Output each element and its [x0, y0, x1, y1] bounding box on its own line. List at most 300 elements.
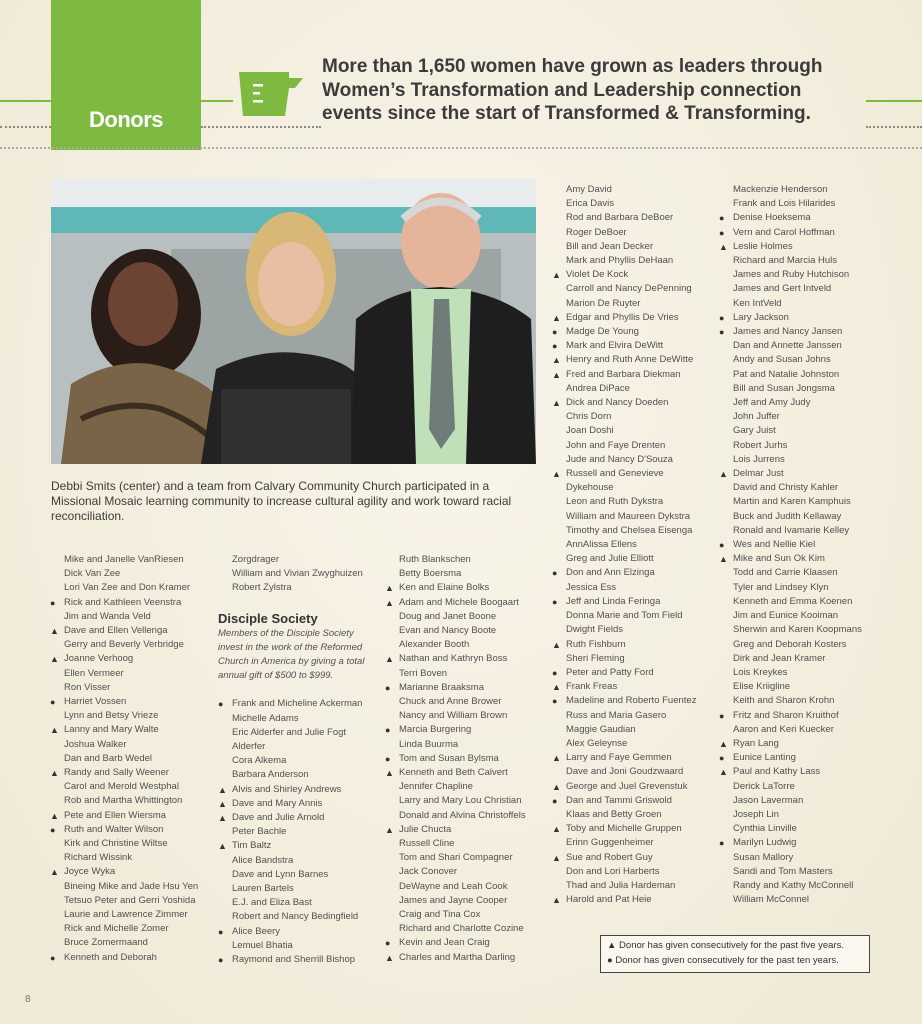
donor-entry — [719, 396, 889, 410]
donor-entry — [719, 709, 889, 723]
donor-name: Robert and Nancy Bedingfield — [232, 911, 359, 923]
donor-name: Michelle Adams — [232, 712, 299, 724]
donor-entry — [552, 439, 722, 453]
donor-entry — [218, 768, 383, 782]
donor-name: Bineing Mike and Jade Hsu Yen — [64, 880, 199, 892]
triangle-icon: ▲ — [50, 867, 59, 878]
donor-name: Dave and Joni Goudzwaard — [566, 766, 684, 778]
donor-entry — [719, 581, 889, 595]
triangle-icon: ▲ — [552, 852, 561, 863]
donor-entry — [50, 780, 215, 794]
triangle-icon: ▲ — [385, 654, 394, 665]
green-rule-mid — [201, 100, 233, 102]
headline — [322, 55, 902, 126]
donor-entry — [552, 510, 722, 524]
donor-name: Nancy and William Brown — [399, 710, 508, 722]
donor-name: Russell and Genevieve — [566, 468, 664, 480]
donor-name: Cynthia Linville — [733, 823, 797, 835]
circle-icon: ● — [719, 227, 725, 238]
donor-name: Marianne Braaksma — [399, 681, 485, 693]
donor-name: Aaron and Keri Kuecker — [733, 723, 834, 735]
donor-entry — [552, 311, 722, 325]
circle-icon: ● — [218, 926, 224, 937]
section-tab — [51, 0, 201, 150]
donor-name: Keith and Sharon Krohn — [733, 695, 835, 707]
donor-entry — [385, 553, 550, 567]
donor-name: Ken and Elaine Bolks — [399, 582, 490, 594]
donor-entry — [50, 851, 215, 865]
donor-entry — [218, 868, 383, 882]
donor-entry — [218, 953, 383, 967]
donor-entry — [719, 439, 889, 453]
donor-entry — [719, 879, 889, 893]
donor-name: Richard and Charlotte Cozine — [399, 923, 524, 935]
circle-icon: ● — [719, 312, 725, 323]
triangle-icon: ▲ — [552, 895, 561, 906]
donor-name: Zorgdrager — [232, 554, 279, 565]
donor-name: Sherwin and Karen Koopmans — [733, 624, 862, 636]
disciple-society-title: Disciple Society — [218, 610, 318, 626]
donor-column-3 — [385, 553, 550, 965]
donor-name: Craig and Tina Cox — [399, 909, 481, 921]
donor-entry — [385, 823, 550, 837]
donor-name: Carol and Merold Westphal — [64, 781, 179, 793]
donor-entry — [218, 783, 383, 797]
triangle-icon: ▲ — [50, 810, 59, 821]
donor-name: Dwight Fields — [566, 624, 624, 636]
donor-entry — [385, 624, 550, 638]
donor-entry — [552, 552, 722, 566]
headline-line-1: More than 1,650 women have grown as leaders through — [322, 56, 823, 77]
donor-name: Erinn Guggenheimer — [566, 837, 654, 849]
donor-entry — [50, 794, 215, 808]
donor-name: Donald and Alvina Christoffels — [399, 809, 526, 821]
donor-name: David and Christy Kahler — [733, 482, 839, 494]
donor-entry — [552, 638, 722, 652]
headline-line-3: events since the start of Transformed & Transforming. — [322, 103, 811, 124]
donor-entry — [719, 453, 889, 467]
donor-name: Randy and Sally Weener — [64, 767, 169, 779]
donor-name: Ronald and Ivamarie Kelley — [733, 524, 850, 536]
donor-entry — [385, 723, 550, 737]
donor-name: Dick and Nancy Doeden — [566, 397, 669, 409]
donor-entry — [50, 922, 215, 936]
donor-name: Kevin and Jean Craig — [399, 937, 490, 949]
donor-name: Lary Jackson — [733, 311, 789, 323]
donor-entry — [552, 609, 722, 623]
donor-name: Leslie Holmes — [733, 240, 793, 252]
donor-name: Sandi and Tom Masters — [733, 865, 833, 877]
donor-entry — [50, 652, 215, 666]
dotted-rule-mid — [201, 126, 321, 128]
donor-entry — [385, 596, 550, 610]
circle-icon: ● — [607, 955, 613, 966]
donor-name: Frank Freas — [566, 681, 618, 693]
circle-icon: ● — [385, 753, 391, 764]
donor-entry — [50, 908, 215, 922]
circle-icon: ● — [552, 667, 558, 678]
donor-name: Lemuel Bhatia — [232, 939, 293, 951]
legend — [600, 935, 870, 973]
donor-name: James and Jayne Cooper — [399, 894, 508, 906]
donor-name: Ellen Vermeer — [64, 667, 124, 679]
donor-name: Joshua Walker — [64, 738, 127, 750]
donor-name: Fritz and Sharon Kruithof — [733, 709, 839, 721]
donor-entry — [218, 740, 383, 754]
donor-name: Marion De Ruyter — [566, 297, 641, 309]
donor-name: Sue and Robert Guy — [566, 851, 653, 863]
dotted-rule-right — [866, 126, 922, 128]
donor-name: Chuck and Anne Brower — [399, 696, 502, 708]
donor-entry — [719, 410, 889, 424]
donor-name: Madge De Young — [566, 326, 639, 338]
donor-name: Eunice Lanting — [733, 752, 796, 764]
donor-name: Jessica Ess — [566, 581, 617, 593]
donor-name: Jason Laverman — [733, 794, 804, 806]
donor-entry — [552, 453, 722, 467]
headline-line-2: Women’s Transformation and Leadership connection — [322, 79, 802, 101]
donor-entry — [719, 836, 889, 850]
triangle-icon: ▲ — [552, 369, 561, 380]
donor-entry — [719, 510, 889, 524]
donor-name: Don and Lori Harberts — [566, 865, 660, 877]
legend-five-years — [607, 940, 844, 951]
donor-entry — [218, 939, 383, 953]
donor-list — [385, 553, 550, 965]
donor-entry — [719, 282, 889, 296]
donor-name: Randy and Kathy McConnell — [733, 879, 854, 891]
donor-entry — [719, 851, 889, 865]
group-photo — [51, 179, 536, 464]
donor-name: Dan and Barb Wedel — [64, 752, 153, 764]
donor-name: Russ and Maria Gasero — [566, 709, 667, 721]
donor-entry — [552, 780, 722, 794]
donor-name: Denise Hoeksema — [733, 212, 811, 224]
donor-name: Ken IntVeld — [733, 297, 782, 309]
donor-entry — [218, 581, 383, 595]
donor-name: Gary Juist — [733, 425, 776, 437]
donor-entry — [552, 495, 722, 509]
triangle-icon: ▲ — [218, 798, 227, 809]
donor-name: Thad and Julia Hardeman — [566, 879, 676, 891]
donor-name: Doug and Janet Boone — [399, 610, 497, 622]
donor-entry — [552, 467, 722, 481]
triangle-icon: ▲ — [385, 768, 394, 779]
donor-entry — [719, 368, 889, 382]
donor-entry — [218, 797, 383, 811]
donor-entry — [385, 794, 550, 808]
donor-entry — [552, 325, 722, 339]
donor-name: Larry and Mary Lou Christian — [399, 795, 522, 807]
triangle-icon: ▲ — [50, 768, 59, 779]
triangle-icon: ▲ — [385, 583, 394, 594]
donor-entry — [385, 908, 550, 922]
donor-name: Joseph Lin — [733, 808, 779, 820]
donor-entry — [50, 936, 215, 950]
donor-name: Dan and Tammi Griswold — [566, 794, 672, 806]
donor-name: Mark and Elvira DeWitt — [566, 340, 664, 352]
donor-name: Klaas and Betty Groen — [566, 808, 662, 820]
donor-entry — [50, 667, 215, 681]
donor-entry — [385, 809, 550, 823]
donor-entry — [719, 794, 889, 808]
donor-entry — [218, 712, 383, 726]
donor-name: Marilyn Ludwig — [733, 837, 797, 849]
circle-icon: ● — [552, 795, 558, 806]
donor-name: Barbara Anderson — [232, 769, 309, 781]
donor-entry — [218, 882, 383, 896]
donor-entry — [552, 851, 722, 865]
circle-icon: ● — [50, 824, 56, 835]
donor-entry — [552, 765, 722, 779]
disciple-society-description: Members of the Disciple Society invest in the work of the Reformed Church in America by giving a total annual gift of $500 to $999. — [218, 627, 365, 682]
donor-entry — [719, 538, 889, 552]
donor-name: Roger DeBoer — [566, 226, 627, 238]
donor-name: Jennifer Chapline — [399, 781, 473, 793]
donor-entry — [50, 951, 215, 965]
donor-entry — [50, 766, 215, 780]
circle-icon: ● — [50, 697, 56, 708]
donor-name: Joan Doshi — [566, 425, 614, 437]
donor-name: Ron Visser — [64, 681, 111, 693]
donor-entry — [719, 808, 889, 822]
donor-name: Wes and Nellie Kiel — [733, 539, 816, 551]
circle-icon: ● — [552, 568, 558, 579]
donor-entry — [218, 910, 383, 924]
donor-name: Dave and Ellen Vellenga — [64, 625, 168, 637]
donor-name: Dykehouse — [566, 482, 614, 494]
triangle-icon: ▲ — [50, 626, 59, 637]
donor-entry — [719, 893, 889, 907]
photo-caption: Debbi Smits (center) and a team from Calvary Community Church participated in a Missional Mosaic learning community to increase cultural agility and work toward racial reconciliation. — [51, 479, 512, 523]
donor-entry — [552, 481, 722, 495]
donor-name: Amy David — [566, 184, 612, 195]
donor-entry — [719, 552, 889, 566]
donor-name: Rick and Michelle Zomer — [64, 923, 169, 935]
donor-name: Pete and Ellen Wiersma — [64, 809, 166, 821]
donor-entry — [719, 638, 889, 652]
donor-entry — [50, 809, 215, 823]
donor-name: Ruth Fishburn — [566, 638, 626, 650]
donor-name: Andrea DiPace — [566, 382, 630, 394]
donor-entry — [218, 825, 383, 839]
donor-name: Peter and Patty Ford — [566, 666, 654, 678]
donor-name: Fred and Barbara Diekman — [566, 368, 681, 380]
donor-name: Edgar and Phyllis De Vries — [566, 311, 679, 323]
donor-entry — [552, 808, 722, 822]
circle-icon: ● — [719, 838, 725, 849]
donor-column-5 — [719, 183, 889, 907]
triangle-icon: ▲ — [607, 940, 617, 951]
donor-name: Raymond and Sherrill Bishop — [232, 954, 356, 966]
donor-name: Mackenzie Henderson — [733, 184, 828, 195]
donor-name: Adam and Michele Boogaart — [399, 596, 519, 608]
donor-name: William and Vivian Zwyghuizen — [232, 568, 363, 580]
circle-icon: ● — [50, 952, 56, 963]
donor-list — [218, 697, 383, 967]
donor-entry — [719, 623, 889, 637]
donor-entry — [552, 197, 722, 211]
donor-entry — [719, 481, 889, 495]
donor-entry — [385, 752, 550, 766]
legend-ten-years-text: Donor has given consecutively for the past ten years. — [615, 955, 839, 966]
donor-name: Kenneth and Beth Calvert — [399, 767, 508, 779]
donor-name: Buck and Judith Kellaway — [733, 510, 842, 522]
donor-name: Pat and Natalie Johnston — [733, 368, 840, 380]
donor-name: Elise Kriigline — [733, 681, 791, 693]
donor-name: William McConnel — [733, 894, 810, 906]
donor-entry — [719, 226, 889, 240]
donor-entry — [218, 697, 383, 711]
triangle-icon: ▲ — [552, 398, 561, 409]
donor-entry — [552, 581, 722, 595]
donor-list — [218, 553, 383, 596]
donor-name: Julie Chucta — [399, 823, 452, 835]
donor-name: Nathan and Kathryn Boss — [399, 653, 508, 665]
donor-entry — [719, 765, 889, 779]
donor-entry — [50, 610, 215, 624]
page-number: 8 — [25, 994, 31, 1005]
donor-name: Jeff and Linda Feringa — [566, 595, 661, 607]
triangle-icon: ▲ — [719, 767, 728, 778]
donor-name: Ryan Lang — [733, 737, 779, 749]
donor-entry — [719, 467, 889, 481]
circle-icon: ● — [552, 327, 558, 338]
donor-entry — [552, 595, 722, 609]
donor-entry — [50, 752, 215, 766]
donor-name: Eric Alderfer and Julie Fogt — [232, 726, 347, 738]
triangle-icon: ▲ — [552, 469, 561, 480]
donor-name: Lori Van Zee and Don Kramer — [64, 582, 191, 594]
triangle-icon: ▲ — [218, 841, 227, 852]
donor-entry — [552, 524, 722, 538]
donor-name: Robert Zylstra — [232, 582, 292, 594]
donor-list — [552, 183, 722, 907]
donor-entry — [719, 595, 889, 609]
donor-entry — [50, 723, 215, 737]
donor-entry — [50, 567, 215, 581]
donor-name: Dick Van Zee — [64, 568, 121, 580]
circle-icon: ● — [385, 725, 391, 736]
donor-name: James and Gert Intveld — [733, 283, 832, 295]
donor-name: Bruce Zomermaand — [64, 937, 148, 949]
donor-name: George and Juel Grevenstuk — [566, 780, 688, 792]
triangle-icon: ▲ — [552, 270, 561, 281]
donor-name: Greg and Julie Elliott — [566, 553, 654, 565]
donor-entry — [719, 652, 889, 666]
donor-entry — [552, 339, 722, 353]
donor-entry — [552, 297, 722, 311]
circle-icon: ● — [719, 753, 725, 764]
donor-name: Dave and Lynn Barnes — [232, 868, 329, 880]
donor-entry — [719, 751, 889, 765]
donor-entry — [719, 694, 889, 708]
donor-entry — [218, 726, 383, 740]
triangle-icon: ▲ — [552, 355, 561, 366]
legend-ten-years — [607, 955, 839, 966]
donor-entry — [552, 382, 722, 396]
donor-name: Carroll and Nancy DePenning — [566, 283, 692, 295]
donor-entry — [552, 226, 722, 240]
donor-name: James and Ruby Hutchison — [733, 269, 850, 281]
circle-icon: ● — [552, 696, 558, 707]
donor-entry — [50, 638, 215, 652]
donor-name: Harold and Pat Heie — [566, 894, 652, 906]
donor-name: Dirk and Jean Kramer — [733, 652, 826, 664]
donor-entry — [385, 667, 550, 681]
donor-entry — [218, 896, 383, 910]
donor-name: Richard Wissink — [64, 852, 133, 864]
donor-entry — [552, 282, 722, 296]
donor-entry — [385, 581, 550, 595]
donor-name: Delmar Just — [733, 468, 784, 480]
donor-name: Terri Boven — [399, 667, 448, 679]
donor-name: Toby and Michelle Gruppen — [566, 823, 682, 835]
donor-name: Laurie and Lawrence Zimmer — [64, 909, 188, 921]
donor-name: Chris Dorn — [566, 411, 612, 423]
donor-name: Derick LaTorre — [733, 780, 795, 792]
donor-entry — [719, 197, 889, 211]
circle-icon: ● — [719, 540, 725, 551]
donor-entry — [218, 553, 383, 567]
donor-name: James and Nancy Jansen — [733, 326, 843, 338]
donor-column-4 — [552, 183, 722, 907]
donor-name: Linda Buurma — [399, 738, 459, 750]
donor-name: William and Maureen Dykstra — [566, 510, 691, 522]
donor-name: Evan and Nancy Boote — [399, 625, 497, 637]
donor-name: Vern and Carol Hoffman — [733, 226, 835, 238]
donor-entry — [385, 880, 550, 894]
donor-name: Rick and Kathleen Veenstra — [64, 596, 182, 608]
donor-name: Tim Baltz — [232, 840, 272, 852]
section-tab-label: Donors — [89, 107, 163, 132]
donor-entry — [719, 254, 889, 268]
donor-entry — [385, 695, 550, 709]
triangle-icon: ▲ — [552, 781, 561, 792]
donor-entry — [719, 183, 889, 197]
donor-entry — [552, 368, 722, 382]
donor-name: Timothy and Chelsea Eisenga — [566, 524, 693, 536]
donor-name: Larry and Faye Gemmen — [566, 752, 672, 764]
donor-entry — [50, 681, 215, 695]
donor-name: Erica Davis — [566, 198, 615, 210]
donor-entry — [50, 695, 215, 709]
donor-entry — [719, 609, 889, 623]
donor-entry — [719, 723, 889, 737]
donor-name: Jim and Eunice Kooiman — [733, 610, 839, 622]
donor-column-1 — [50, 553, 215, 965]
dotted-rule-left — [0, 126, 51, 128]
donor-name: Kirk and Christine Wiltse — [64, 838, 168, 850]
donor-name: Sheri Fleming — [566, 652, 625, 664]
donor-entry — [50, 738, 215, 752]
donor-entry — [218, 839, 383, 853]
donor-name: Leon and Ruth Dykstra — [566, 496, 664, 508]
donor-list — [50, 553, 215, 965]
triangle-icon: ▲ — [385, 597, 394, 608]
donor-entry — [385, 922, 550, 936]
donor-entry — [50, 553, 215, 567]
triangle-icon: ▲ — [218, 784, 227, 795]
donor-entry — [552, 723, 722, 737]
donor-name: Joanne Verhoog — [64, 653, 134, 665]
donor-entry — [218, 754, 383, 768]
donor-entry — [552, 666, 722, 680]
donor-name: Tyler and Lindsey Klyn — [733, 581, 829, 593]
donor-entry — [218, 567, 383, 581]
donor-name: Peter Bachle — [232, 826, 287, 838]
donor-name: Frank and Lois Hilarides — [733, 198, 836, 210]
